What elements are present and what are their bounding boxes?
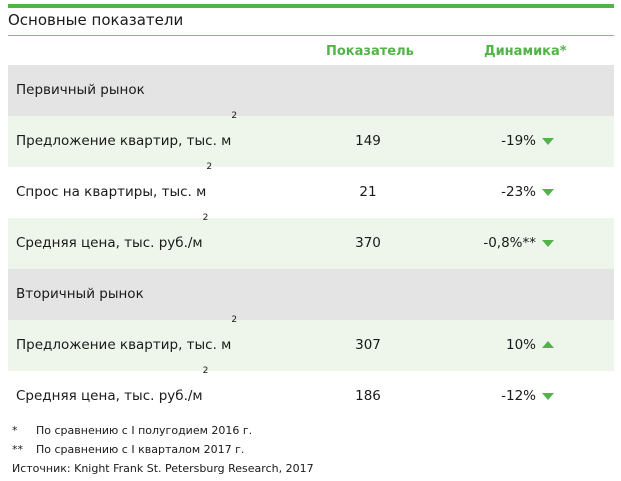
row-dynamics: -23% [501, 184, 536, 200]
superscript: 2 [202, 213, 209, 223]
page-title: Основные показатели [8, 11, 184, 29]
triangle-up-icon [542, 341, 554, 348]
section-row-secondary-market [8, 269, 614, 320]
row-label: Средняя цена, тыс. $руб./м^2$ [16, 366, 209, 404]
footnote-mark: ** [12, 443, 23, 456]
row-dynamics: -0,8%** [483, 235, 536, 251]
footnote [12, 440, 314, 459]
footnote-text: По сравнению с I кварталом 2017 г. [36, 443, 245, 456]
row-value: 307 [355, 337, 381, 353]
footnote [12, 421, 314, 440]
triangle-down-icon [542, 240, 554, 247]
footnote-text: По сравнению с I полугодием 2016 г. [36, 424, 253, 437]
triangle-down-icon [542, 189, 554, 196]
row-label: Предложение квартир, тыс. $м^2$ [16, 315, 238, 353]
superscript: 2 [231, 315, 238, 325]
source-note: Источник: Knight Frank St. Petersburg Research, 2017 [12, 462, 314, 475]
title-divider [8, 35, 614, 36]
section-row-primary-market [8, 65, 614, 116]
table-row [8, 315, 614, 371]
column-header-dynamics: Динамика* [484, 44, 567, 59]
row-dynamics: -12% [501, 388, 536, 404]
row-label: Вторичный рынок [16, 286, 144, 302]
row-value: 21 [359, 184, 377, 200]
row-label: Предложение квартир, тыс. $м^2$ [16, 111, 238, 149]
top-accent-rule [8, 4, 614, 8]
row-value: 370 [355, 235, 381, 251]
superscript: 2 [206, 162, 213, 172]
table-row [8, 162, 614, 218]
table-row [8, 111, 614, 167]
footnotes [12, 421, 314, 478]
row-value: 149 [355, 133, 381, 149]
row-label: Средняя цена, тыс. $руб./м^2$ [16, 213, 209, 251]
superscript: 2 [202, 366, 209, 376]
row-label: Первичный рынок [16, 82, 145, 98]
column-header-value: Показатель [326, 44, 414, 59]
footnote-mark: * [12, 424, 18, 437]
superscript: 2 [231, 111, 238, 121]
triangle-down-icon [542, 393, 554, 400]
row-dynamics: 10% [505, 337, 536, 353]
table-row [8, 213, 614, 269]
row-dynamics: -19% [501, 133, 536, 149]
triangle-down-icon [542, 138, 554, 145]
table-row [8, 366, 614, 422]
row-label: Спрос на квартиры, тыс. $м^2$ [16, 162, 213, 200]
row-value: 186 [355, 388, 381, 404]
